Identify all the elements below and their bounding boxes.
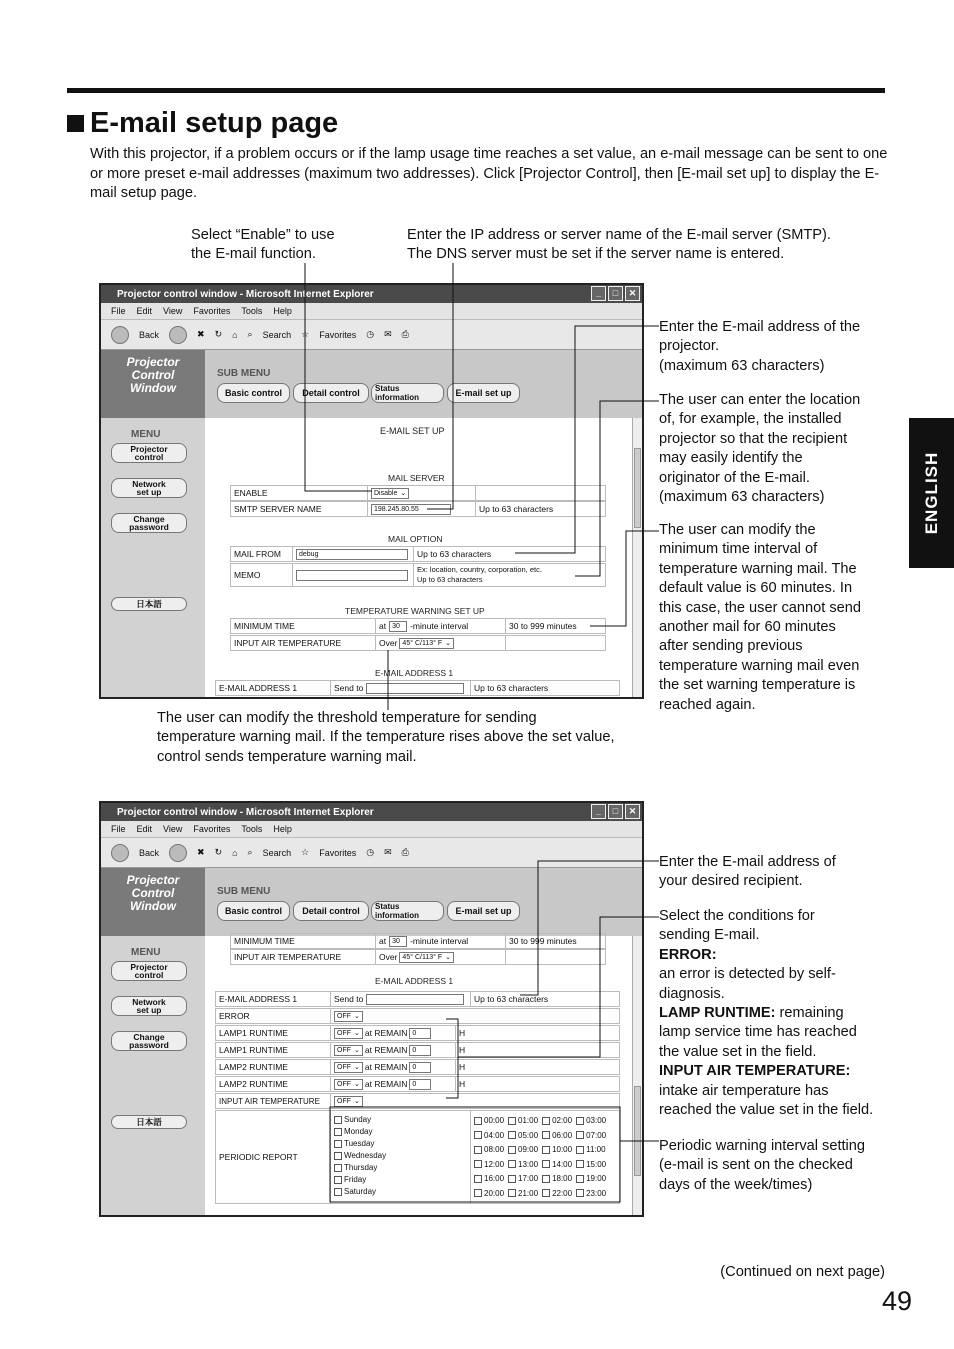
search-label[interactable]: Search <box>262 847 292 858</box>
tab-detail-control[interactable]: Detail control <box>293 901 369 921</box>
lamp1-select[interactable]: OFF ⌄ <box>334 1028 363 1039</box>
page-content <box>101 868 642 1215</box>
lamp1-label: LAMP1 RUNTIME <box>216 1043 331 1057</box>
time-row <box>474 1129 610 1144</box>
checkbox-icon[interactable] <box>334 1188 342 1196</box>
sub-menu-label: SUB MENU <box>217 368 271 379</box>
browser-toolbar <box>101 320 642 350</box>
page-title: E-mail setup page <box>67 107 338 140</box>
day-checkbox-item[interactable]: Wednesday <box>334 1150 470 1162</box>
home-icon[interactable]: ⌂ <box>232 847 238 858</box>
checkbox-icon[interactable] <box>474 1131 482 1139</box>
checkbox-icon[interactable] <box>508 1146 516 1154</box>
day-checkbox-item[interactable]: Thursday <box>334 1162 470 1174</box>
memo-input[interactable] <box>296 570 408 581</box>
change-password-button[interactable]: Change password <box>111 1031 187 1051</box>
refresh-icon[interactable]: ↻ <box>214 847 223 857</box>
address1-label: E-MAIL ADDRESS 1 <box>216 681 331 695</box>
projector-control-button[interactable]: Projector control <box>111 961 187 981</box>
tab-email-setup[interactable]: E-mail set up <box>447 383 520 403</box>
intro-paragraph: With this projector, if a problem occurs or if the lamp usage time reaches a set value, an e-mail message can be sent to one or more preset e-mail addresses (maximum two addresses). Click [Projector Control], then [E-mail set up] to display the E-mail setup page. <box>90 146 888 201</box>
lamp2-runtime-row-2: LAMP2 RUNTIME OFF ⌄ at REMAIN 0 H <box>215 1076 620 1092</box>
send-to-label: Send to <box>334 683 364 693</box>
sidebar <box>101 350 205 697</box>
mail-from-hint: Up to 63 characters <box>417 549 492 559</box>
checkbox-icon[interactable] <box>576 1117 584 1125</box>
search-icon[interactable]: ⌕ <box>247 329 253 339</box>
time-checkbox-item[interactable]: 12:00 <box>474 1160 504 1169</box>
favorites-star-icon[interactable]: ☆ <box>301 329 310 339</box>
time-checkbox-item[interactable]: 16:00 <box>474 1174 504 1183</box>
lamp2-remain-input[interactable]: 0 <box>409 1062 431 1073</box>
minimum-time-hint: 30 to 999 minutes <box>509 621 577 631</box>
minimum-time-label: MINIMUM TIME <box>231 934 376 948</box>
menu-favorites[interactable]: Favorites <box>193 306 231 316</box>
mail-option-header: MAIL OPTION <box>388 534 443 544</box>
times-grid <box>471 1111 610 1203</box>
projector-control-logo: Projector Control Window <box>101 868 205 936</box>
search-label[interactable]: Search <box>262 329 292 340</box>
time-checkbox-item[interactable]: 15:00 <box>576 1160 606 1169</box>
callout-periodic: Periodic warning interval setting (e-mail is sent on the checked days of the week/times) <box>659 1138 866 1193</box>
smtp-label: SMTP SERVER NAME <box>231 502 368 516</box>
memo-label: MEMO <box>231 564 293 586</box>
day-checkbox-item[interactable]: Friday <box>334 1174 470 1186</box>
checkbox-icon[interactable] <box>542 1131 550 1139</box>
menu-label: MENU <box>131 429 161 440</box>
time-checkbox-item[interactable]: 03:00 <box>576 1116 606 1125</box>
history-icon[interactable]: ◷ <box>366 329 375 339</box>
lamp1-remain-input[interactable]: 0 <box>409 1028 431 1039</box>
lamp1-remain-input[interactable]: 0 <box>409 1045 431 1056</box>
menu-edit[interactable]: Edit <box>136 306 153 316</box>
periodic-report-label: PERIODIC REPORT <box>216 1111 331 1203</box>
scrollbar[interactable] <box>632 418 642 697</box>
form-header: E-MAIL SET UP <box>380 426 445 436</box>
input-air-temp-row <box>215 1093 620 1109</box>
at-label: at <box>379 621 387 631</box>
checkbox-icon[interactable] <box>576 1175 584 1183</box>
tab-detail-control[interactable]: Detail control <box>293 383 369 403</box>
smtp-row <box>230 501 606 517</box>
stop-icon[interactable]: ✖ <box>197 329 205 339</box>
air-temp-select[interactable]: 45° C/113° F ⌄ <box>399 638 454 649</box>
sub-menu-bar <box>205 868 642 936</box>
checkbox-icon[interactable] <box>542 1189 550 1197</box>
minimum-time-hint: 30 to 999 minutes <box>509 936 577 946</box>
menu-file[interactable]: File <box>111 824 126 834</box>
checkbox-icon[interactable] <box>334 1140 342 1148</box>
memo-row <box>230 563 606 587</box>
mail-server-header: MAIL SERVER <box>388 473 445 483</box>
checkbox-icon[interactable] <box>474 1175 482 1183</box>
checkbox-icon[interactable] <box>542 1160 550 1168</box>
japanese-language-button[interactable]: 日本語 <box>111 1115 187 1129</box>
callout-enable: Select “Enable” to use the E-mail function. <box>191 227 335 263</box>
forward-icon[interactable] <box>169 326 187 344</box>
tab-email-setup[interactable]: E-mail set up <box>447 901 520 921</box>
checkbox-icon[interactable] <box>334 1164 342 1172</box>
projector-control-logo: Projector Control Window <box>101 350 205 418</box>
air-temp-row <box>230 949 606 965</box>
address1-header: E-MAIL ADDRESS 1 <box>375 668 454 678</box>
lamp1-label: LAMP1 RUNTIME <box>216 1026 331 1040</box>
minute-unit: -minute interval <box>410 621 469 631</box>
menu-label: MENU <box>131 947 161 958</box>
checkbox-icon[interactable] <box>542 1117 550 1125</box>
mail-icon[interactable]: ✉ <box>384 847 392 857</box>
checkbox-icon[interactable] <box>508 1160 516 1168</box>
time-row <box>474 1187 610 1202</box>
back-icon[interactable] <box>111 326 129 344</box>
tab-status-information[interactable]: Status information <box>371 901 444 921</box>
error-select[interactable]: OFF ⌄ <box>334 1011 363 1022</box>
time-checkbox-item[interactable]: 11:00 <box>576 1145 605 1154</box>
favorites-label[interactable]: Favorites <box>319 847 357 858</box>
time-checkbox-item[interactable]: 04:00 <box>474 1131 504 1140</box>
menu-bar <box>101 303 642 320</box>
input-air-temp-label: INPUT AIR TEMPERATURE <box>216 1094 331 1108</box>
time-checkbox-item[interactable]: 18:00 <box>542 1174 572 1183</box>
sidebar <box>101 868 205 1215</box>
browser-window-bottom <box>99 801 644 1217</box>
continued-note: (Continued on next page) <box>720 1264 885 1280</box>
checkbox-icon[interactable] <box>576 1131 584 1139</box>
enable-select[interactable]: Disable ⌄ <box>371 488 409 499</box>
time-checkbox-item[interactable]: 14:00 <box>542 1160 572 1169</box>
menu-view[interactable]: View <box>163 306 183 316</box>
close-icon[interactable]: ✕ <box>625 804 640 819</box>
checkbox-icon[interactable] <box>576 1146 584 1154</box>
periodic-report-row <box>215 1110 620 1204</box>
mail-from-input[interactable]: debug <box>296 549 408 560</box>
air-temp-label: INPUT AIR TEMPERATURE <box>231 950 376 964</box>
tab-basic-control[interactable]: Basic control <box>217 383 290 403</box>
at-label: at <box>379 936 387 946</box>
lamp2-select[interactable]: OFF ⌄ <box>334 1062 363 1073</box>
time-checkbox-item[interactable]: 00:00 <box>474 1116 504 1125</box>
back-label[interactable]: Back <box>139 329 160 340</box>
day-checkbox-item[interactable]: Sunday <box>334 1114 470 1126</box>
enable-row <box>230 485 606 501</box>
time-row <box>474 1172 610 1187</box>
minimum-time-row <box>230 933 606 949</box>
time-checkbox-item[interactable]: 01:00 <box>508 1116 538 1125</box>
scrollbar-thumb[interactable] <box>634 1086 641 1176</box>
address1-hint: Up to 63 characters <box>474 994 549 1004</box>
checkbox-icon[interactable] <box>508 1131 516 1139</box>
minimum-time-input[interactable]: 30 <box>389 936 407 947</box>
send-to-label: Send to <box>334 994 364 1004</box>
menu-view[interactable]: View <box>163 824 183 834</box>
home-icon[interactable]: ⌂ <box>232 329 238 340</box>
checkbox-icon[interactable] <box>474 1117 482 1125</box>
scrollbar-thumb[interactable] <box>634 448 641 528</box>
close-icon[interactable]: ✕ <box>625 286 640 301</box>
address1-input[interactable] <box>366 683 464 694</box>
error-row <box>215 1008 620 1024</box>
day-checkbox-item[interactable]: Tuesday <box>334 1138 470 1150</box>
mail-from-label: MAIL FROM <box>231 547 293 561</box>
address1-row <box>215 680 620 696</box>
time-checkbox-item[interactable]: 08:00 <box>474 1145 504 1154</box>
time-checkbox-item[interactable]: 05:00 <box>508 1131 538 1140</box>
time-checkbox-item[interactable]: 20:00 <box>474 1189 504 1198</box>
time-checkbox-item[interactable]: 13:00 <box>508 1160 538 1169</box>
menu-help[interactable]: Help <box>273 306 292 316</box>
checkbox-icon[interactable] <box>508 1189 516 1197</box>
callout-memo: The user can enter the location of, for example, the installed projector so that the recipient may easily identify the originator of the E-mail. (maximum 63 characters) <box>659 392 861 506</box>
checkbox-icon[interactable] <box>542 1146 550 1154</box>
day-checkbox-item[interactable]: Saturday <box>334 1186 470 1198</box>
stop-icon[interactable]: ✖ <box>197 847 205 857</box>
day-checkbox-item[interactable]: Monday <box>334 1126 470 1138</box>
back-label[interactable]: Back <box>139 847 160 858</box>
menu-edit[interactable]: Edit <box>136 824 153 834</box>
time-checkbox-item[interactable]: 10:00 <box>542 1145 572 1154</box>
checkbox-icon[interactable] <box>508 1175 516 1183</box>
checkbox-icon[interactable] <box>474 1146 482 1154</box>
address1-input[interactable] <box>366 994 464 1005</box>
smtp-input[interactable]: 198.245.80.55 <box>371 504 451 515</box>
error-label: ERROR <box>216 1009 331 1023</box>
browser-window-top <box>99 283 644 699</box>
mail-icon[interactable]: ✉ <box>384 329 392 339</box>
favorites-label[interactable]: Favorites <box>319 329 357 340</box>
air-temp-label: INPUT AIR TEMPERATURE <box>231 636 376 650</box>
history-icon[interactable]: ◷ <box>366 847 375 857</box>
print-icon[interactable]: ⎙ <box>401 847 409 857</box>
projector-control-button[interactable]: Projector control <box>111 443 187 463</box>
page-content <box>101 350 642 697</box>
email-form <box>205 936 632 1215</box>
time-checkbox-item[interactable]: 21:00 <box>508 1189 538 1198</box>
time-checkbox-item[interactable]: 17:00 <box>508 1174 538 1183</box>
memo-hint-limit: Up to 63 characters <box>417 575 483 584</box>
forward-icon[interactable] <box>169 844 187 862</box>
checkbox-icon[interactable] <box>334 1128 342 1136</box>
minimum-time-row <box>230 618 606 634</box>
callout-recipient: Enter the E-mail address of your desired recipient. <box>659 854 836 890</box>
air-temp-select[interactable]: 45° C/113° F ⌄ <box>399 952 454 963</box>
menu-help[interactable]: Help <box>273 824 292 834</box>
lamp1-select[interactable]: OFF ⌄ <box>334 1045 363 1056</box>
checkbox-icon[interactable] <box>334 1152 342 1160</box>
days-list <box>331 1111 471 1203</box>
checkbox-icon[interactable] <box>542 1175 550 1183</box>
minimum-time-input[interactable]: 30 <box>389 621 407 632</box>
callout-mail-from: Enter the E-mail address of the projector. (maximum 63 characters) <box>659 319 861 374</box>
address1-row <box>215 991 620 1007</box>
back-icon[interactable] <box>111 844 129 862</box>
sub-menu-bar <box>205 350 642 418</box>
time-checkbox-item[interactable]: 09:00 <box>508 1145 538 1154</box>
checkbox-icon[interactable] <box>334 1176 342 1184</box>
air-temp-row <box>230 635 606 651</box>
lamp1-runtime-row-2: LAMP1 RUNTIME OFF ⌄ at REMAIN 0 H <box>215 1042 620 1058</box>
scrollbar[interactable] <box>632 936 642 1215</box>
refresh-icon[interactable]: ↻ <box>214 329 223 339</box>
checkbox-icon[interactable] <box>474 1160 482 1168</box>
maximize-icon[interactable]: □ <box>608 804 623 819</box>
lamp2-label: LAMP2 RUNTIME <box>216 1077 331 1091</box>
menu-file[interactable]: File <box>111 306 126 316</box>
time-checkbox-item[interactable]: 07:00 <box>576 1131 606 1140</box>
search-icon[interactable]: ⌕ <box>247 847 253 857</box>
sub-menu-label: SUB MENU <box>217 886 271 897</box>
callout-conditions: Select the conditions for sending E-mail. ERROR: an error is detected by self- diagnosis. LAMP RUNTIME: remaining lamp service time has reached the value set in the field. INPUT AIR TEMPERATURE: intake air temperature has reached the value set in the field. <box>659 908 874 1119</box>
checkbox-icon[interactable] <box>576 1189 584 1197</box>
page-number: 49 <box>881 1286 912 1316</box>
minimize-icon[interactable]: _ <box>591 804 606 819</box>
window-titlebar: Projector control window - Microsoft Internet Explorer _ □ ✕ <box>101 803 642 821</box>
time-checkbox-item[interactable]: 06:00 <box>542 1131 572 1140</box>
address1-header: E-MAIL ADDRESS 1 <box>375 976 454 986</box>
over-label: Over <box>379 638 398 648</box>
top-rule <box>67 88 885 93</box>
lamp2-runtime-row-1: LAMP2 RUNTIME OFF ⌄ at REMAIN 0 H <box>215 1059 620 1075</box>
japanese-language-button[interactable]: 日本語 <box>111 597 187 611</box>
window-titlebar: Projector control window - Microsoft Internet Explorer _ □ ✕ <box>101 285 642 303</box>
change-password-button[interactable]: Change password <box>111 513 187 533</box>
over-label: Over <box>379 952 398 962</box>
checkbox-icon[interactable] <box>508 1117 516 1125</box>
checkbox-icon[interactable] <box>576 1160 584 1168</box>
tab-basic-control[interactable]: Basic control <box>217 901 290 921</box>
menu-favorites[interactable]: Favorites <box>193 824 231 834</box>
time-checkbox-item[interactable]: 23:00 <box>576 1189 606 1198</box>
time-row <box>474 1114 610 1129</box>
time-checkbox-item[interactable]: 22:00 <box>542 1189 572 1198</box>
callout-minimum-time: The user can modify the minimum time interval of temperature warning mail. The default value is 60 minutes. In this case, the user cannot send another mail for 60 minutes after sending previous temperature warning mail even the set warning temperature is reached again. <box>659 522 862 713</box>
time-checkbox-item[interactable]: 02:00 <box>542 1116 572 1125</box>
time-checkbox-item[interactable]: 19:00 <box>576 1174 606 1183</box>
time-row <box>474 1158 610 1173</box>
menu-tools[interactable]: Tools <box>241 306 263 316</box>
browser-toolbar <box>101 838 642 868</box>
minimum-time-label: MINIMUM TIME <box>231 619 376 633</box>
address1-hint: Up to 63 characters <box>474 683 549 693</box>
temperature-setup-header: TEMPERATURE WARNING SET UP <box>345 606 485 616</box>
minimize-icon[interactable]: _ <box>591 286 606 301</box>
tab-status-information[interactable]: Status information <box>371 383 444 403</box>
time-row <box>474 1143 610 1158</box>
checkbox-icon[interactable] <box>334 1116 342 1124</box>
lamp2-remain-input[interactable]: 0 <box>409 1079 431 1090</box>
mail-from-row <box>230 546 606 562</box>
maximize-icon[interactable]: □ <box>608 286 623 301</box>
print-icon[interactable]: ⎙ <box>401 329 409 339</box>
address1-label: E-MAIL ADDRESS 1 <box>216 992 331 1006</box>
lamp2-label: LAMP2 RUNTIME <box>216 1060 331 1074</box>
menu-tools[interactable]: Tools <box>241 824 263 834</box>
network-setup-button[interactable]: Network set up <box>111 996 187 1016</box>
menu-bar <box>101 821 642 838</box>
favorites-star-icon[interactable]: ☆ <box>301 847 310 857</box>
memo-hint-example: Ex: location, country, corporation, etc. <box>417 565 542 574</box>
network-setup-button[interactable]: Network set up <box>111 478 187 498</box>
lamp1-runtime-row-1: LAMP1 RUNTIME OFF ⌄ at REMAIN 0 H <box>215 1025 620 1041</box>
smtp-hint: Up to 63 characters <box>479 504 554 514</box>
language-side-tab: ENGLISH <box>909 418 954 568</box>
callout-threshold: The user can modify the threshold temperature for sending temperature warning mail. If the temperature rises above the set value, control sends temperature warning mail. <box>157 710 615 765</box>
minute-unit: -minute interval <box>410 936 469 946</box>
input-air-temp-select[interactable]: OFF ⌄ <box>334 1096 363 1107</box>
callout-smtp: Enter the IP address or server name of the E-mail server (SMTP). The DNS server must be set if the server name is entered. <box>407 227 831 263</box>
bullet-square-icon <box>67 115 84 132</box>
checkbox-icon[interactable] <box>474 1189 482 1197</box>
lamp2-select[interactable]: OFF ⌄ <box>334 1079 363 1090</box>
enable-label: ENABLE <box>231 486 368 500</box>
email-form <box>205 418 632 697</box>
